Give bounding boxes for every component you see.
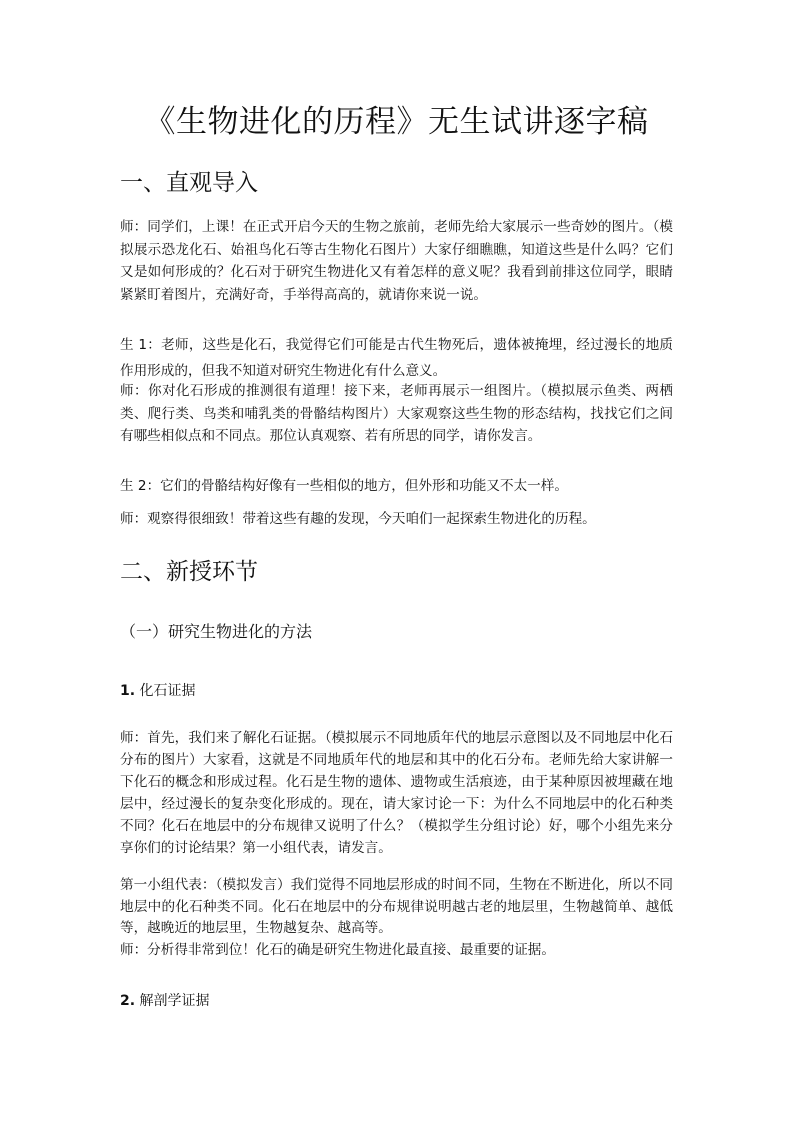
item-label: 化石证据: [139, 683, 196, 699]
paragraph-student2-answer: 生 2：它们的骨骼结构好像有一些相似的地方，但外形和功能又不太一样。: [120, 478, 568, 494]
section-heading-intro: 一、直观导入: [120, 170, 258, 196]
paragraph-teacher-transition: 师：观察得很细致！带着这些有趣的发现，今天咱们一起探索生物进化的历程。: [120, 511, 596, 527]
item-number: 2.: [120, 993, 136, 1009]
document-title: 《生物进化的历程》无生试讲逐字稿: [144, 104, 649, 140]
subsection-heading-methods: （一）研究生物进化的方法: [120, 622, 313, 641]
item-heading-anatomy-evidence: [120, 990, 210, 1010]
paragraph-teacher-opening: 师：同学们，上课！在正式开启今天的生物之旅前，老师先给大家展示一些奇妙的图片。（模拟展示恐龙化石、始祖鸟化石等古生物化石图片）大家仔细瞧瞧，知道这些是什么吗？它们又是如何形成的？化石对于研究生物进化又有着怎样的意义呢？我看到前排这位同学，眼睛紧紧盯着图片，充满好奇，手举得高高的，就请你来说一说。: [120, 219, 673, 303]
paragraph-teacher-fossil: 师：首先，我们来了解化石证据。（模拟展示不同地质年代的地层示意图以及不同地层中化石分布的图片）大家看，这就是不同地质年代的地层和其中的化石分布。老师先给大家讲解一下化石的概念和形成过程。化石是生物的遗体、遗物或生活痕迹，由于某种原因被埋藏在地层中，经过漫长的复杂变化形成的。现在，请大家讨论一下：为什么不同地层中的化石种类不同？化石在地层中的分布规律又说明了什么？（模拟学生分组讨论）好，哪个小组先来分享你们的讨论结果？第一小组代表，请发言。: [120, 730, 673, 856]
section-heading-new-lesson: 二、新授环节: [120, 559, 258, 585]
paragraph-teacher-skeleton: 师：你对化石形成的推测很有道理！接下来，老师再展示一组图片。（模拟展示鱼类、两栖类、爬行类、鸟类和哺乳类的骨骼结构图片）大家观察这些生物的形态结构，找找它们之间有哪些相似点和不同点。那位认真观察、若有所思的同学，请你发言。: [120, 383, 673, 444]
paragraph-group1-answer: 第一小组代表：（模拟发言）我们觉得不同地层形成的时间不同，生物在不断进化，所以不同地层中的化石种类不同。化石在地层中的分布规律说明越古老的地层里，生物越简单、越低等，越晚近的地层里，生物越复杂、越高等。: [120, 877, 673, 936]
item-label: 解剖学证据: [139, 993, 210, 1009]
paragraph-teacher-summary: 师：分析得非常到位！化石的确是研究生物进化最直接、最重要的证据。: [120, 942, 555, 958]
item-number: 1.: [120, 683, 136, 699]
item-heading-fossil-evidence: [120, 680, 196, 700]
paragraph-student1-answer: 生 1：老师，这些是化石，我觉得它们可能是古代生物死后，遗体被掩埋，经过漫长的地质作用形成的，但我不知道对研究生物进化有什么意义。: [120, 337, 673, 379]
